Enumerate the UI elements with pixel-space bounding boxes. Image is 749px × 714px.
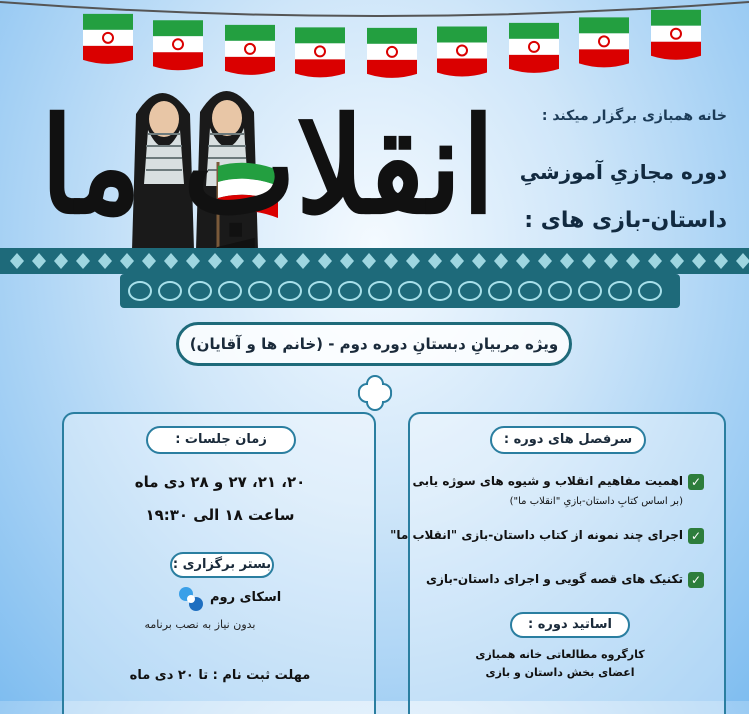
audience-banner	[176, 322, 572, 366]
session-dates: ۲۰، ۲۱، ۲۷ و ۲۸ دی ماه	[134, 473, 306, 491]
platform-note: بدون نیاز به نصب برنامه	[144, 618, 256, 631]
bunting-flag	[153, 20, 203, 70]
topic-item-3: تکنیک های قصه گویی و اجرای داستان-بازی	[426, 572, 683, 586]
session-hours: ساعت ۱۸ الی ۱۹:۳۰	[145, 506, 295, 524]
platform-heading: بستر برگزاری :	[170, 552, 274, 578]
topic-item-1-note: (بر اساس کتابِ داستان-بازیِ "انقلاب ما")	[509, 496, 683, 507]
bunting-flag	[367, 28, 417, 78]
topic-item-2: اجرای چند نمونه از کتاب داستان-بازی "انقلاب ما"	[390, 528, 683, 542]
quatrefoil-ornament	[356, 374, 394, 412]
course-title-line1: دوره مجازیِ آموزشیِ	[519, 160, 727, 184]
audience-text: ویژه مربیانِ دبستانِ دوره دوم - (خانم ها و آقایان)	[189, 335, 559, 353]
registration-deadline: مهلت ثبت نام : تا ۲۰ دی ماه	[129, 668, 311, 683]
bunting-flag	[651, 10, 701, 60]
check-icon: ✓	[688, 572, 704, 588]
bunting-flag	[83, 14, 133, 64]
check-icon: ✓	[688, 474, 704, 490]
bunting-flag	[225, 25, 275, 75]
bunting-flag	[509, 23, 559, 73]
teachers-line-1: کارگروه مطالعاتی خانه همبازی	[475, 648, 645, 661]
topic-item-1: اهمیت مفاهیم انقلاب و شیوه های سوژه یابی	[412, 474, 683, 488]
topics-heading: سرفصل های دوره :	[490, 426, 646, 454]
platform-name: اسکای روم	[210, 590, 282, 605]
bunting-flag	[579, 17, 629, 67]
skyroom-logo-icon	[176, 584, 206, 614]
flag-bunting	[0, 0, 749, 80]
bunting-flag	[437, 26, 487, 76]
teachers-line-2: اعضای بخش داستان و بازی	[485, 666, 635, 679]
times-heading: زمان جلسات :	[146, 426, 296, 454]
host-text: خانه همبازی برگزار میکند :	[541, 108, 727, 124]
bunting-flag	[295, 27, 345, 77]
teachers-heading: اساتید دوره :	[510, 612, 630, 638]
course-title-line2: داستان-بازی های :	[524, 208, 727, 233]
big-title: انقلابِ ما	[40, 88, 495, 245]
check-icon: ✓	[688, 528, 704, 544]
ornamental-band	[0, 248, 749, 312]
